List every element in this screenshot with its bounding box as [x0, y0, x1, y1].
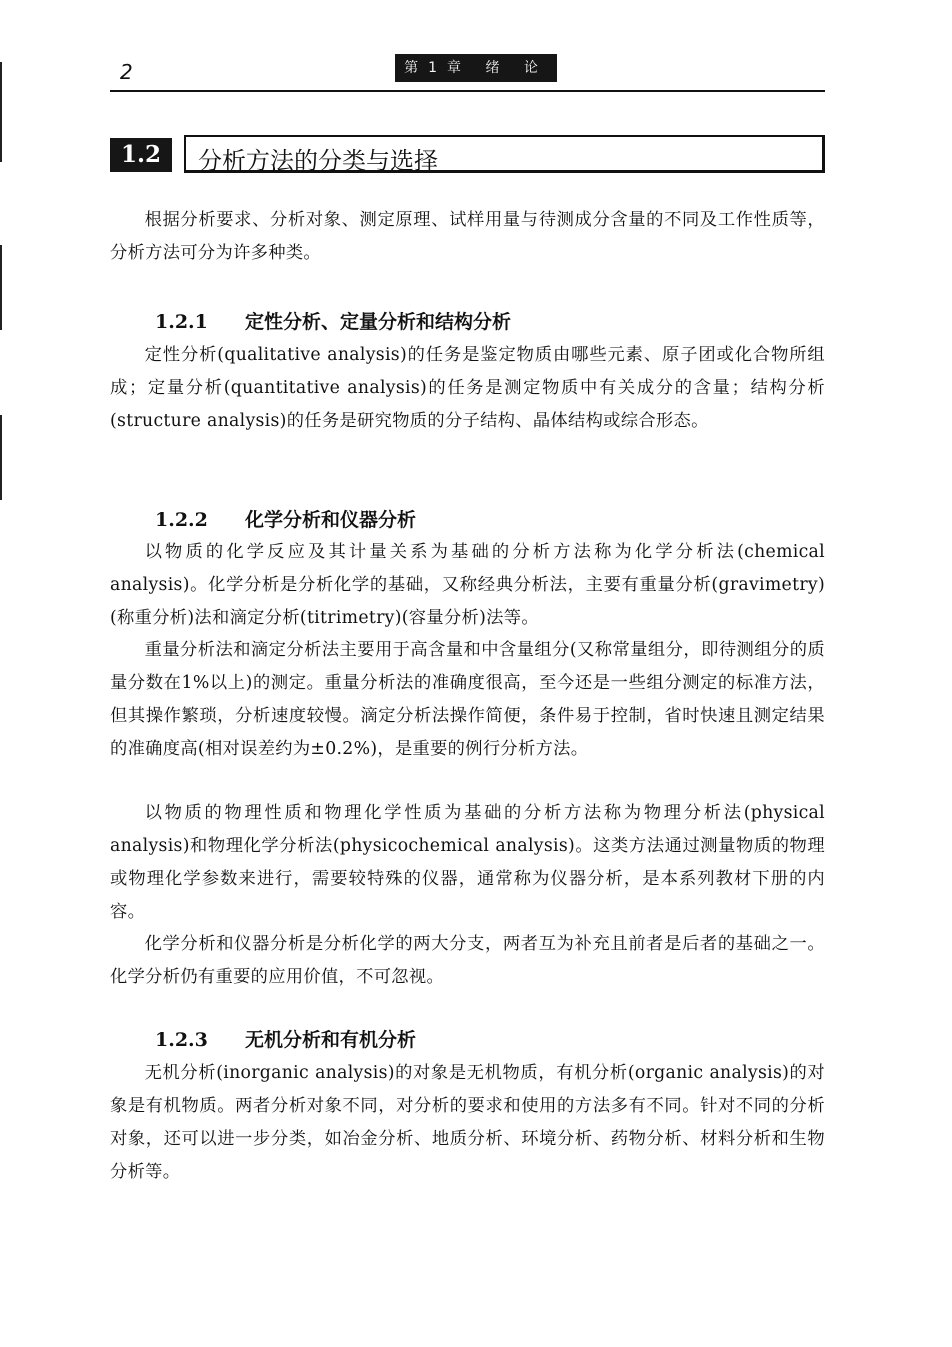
subsection-title: 定性分析、定量分析和结构分析: [245, 311, 512, 333]
section-title-box: [184, 135, 825, 173]
paragraph: 定性分析(qualitative analysis)的任务是鉴定物质由哪些元素、原子团或化合物所组成；定量分析(quantitative analysis)的任务是测定物质中有关成分的含量；结构分析(structure analysis)的任务是研究物质的分子结构、晶体结构或综合形态。: [110, 345, 825, 431]
intro-paragraph: 根据分析要求、分析对象、测定原理、试样用量与待测成分含量的不同及工作性质等，分析方法可分为许多种类。: [110, 210, 825, 263]
chapter-tag: 第1章 绪 论: [395, 54, 557, 82]
paragraph: 以物质的化学反应及其计量关系为基础的分析方法称为化学分析法(chemical analysis)。化学分析是分析化学的基础，又称经典分析法，主要有重量分析(gravimetry)(称重分析)法和滴定分析(titrimetry)(容量分析)法等。: [110, 542, 825, 628]
subsection-number: 1.2.3: [155, 1029, 208, 1051]
subsection-number: 1.2.2: [155, 509, 208, 531]
subsection-number: 1.2.1: [155, 311, 208, 333]
section-number: 1.2: [110, 138, 172, 172]
paragraph: 无机分析(inorganic analysis)的对象是无机物质，有机分析(organic analysis)的对象是有机物质。两者分析对象不同，对分析的要求和使用的方法多有不同。针对不同的分析对象，还可以进一步分类，如冶金分析、地质分析、环境分析、药物分析、材料分析和生物分析等。: [110, 1063, 825, 1182]
margin-mark: [0, 245, 2, 330]
subsection-heading-1-2-3: [155, 1025, 416, 1052]
subsection-heading-1-2-2: [155, 505, 416, 532]
paragraph: 以物质的物理性质和物理化学性质为基础的分析方法称为物理分析法(physical analysis)和物理化学分析法(physicochemical analysis)。这类方法通过测量物质的物理或物理化学参数来进行，需要较特殊的仪器，通常称为仪器分析，是本系列教材下册的内容。: [110, 803, 825, 922]
margin-mark: [0, 62, 2, 162]
running-header: [110, 48, 825, 92]
paragraph: 化学分析和仪器分析是分析化学的两大分支，两者互为补充且前者是后者的基础之一。化学分析仍有重要的应用价值，不可忽视。: [110, 934, 825, 987]
subsection-title: 化学分析和仪器分析: [245, 509, 417, 531]
page-number: 2: [120, 60, 133, 84]
header-rule: [110, 90, 825, 92]
margin-mark: [0, 415, 2, 500]
subsection-title: 无机分析和有机分析: [245, 1029, 417, 1051]
section-heading: [110, 135, 825, 177]
subsection-heading-1-2-1: [155, 307, 511, 334]
paragraph: 重量分析法和滴定分析法主要用于高含量和中含量组分(又称常量组分，即待测组分的质量分数在1%以上)的测定。重量分析法的准确度很高，至今还是一些组分测定的标准方法，但其操作繁琐，分析速度较慢。滴定分析法操作简便，条件易于控制，省时快速且测定结果的准确度高(相对误差约为±0.2%)，是重要的例行分析方法。: [110, 640, 825, 759]
section-title: 分析方法的分类与选择: [198, 147, 438, 175]
